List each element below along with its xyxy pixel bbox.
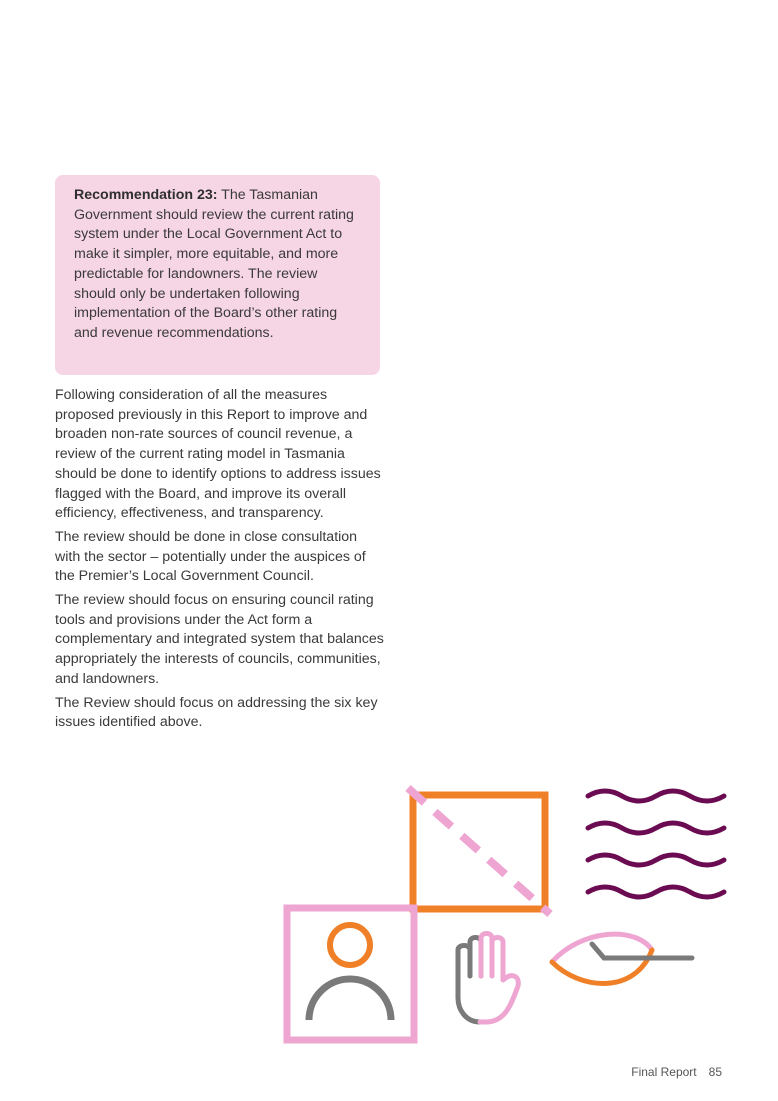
recommendation-text [74,186,362,344]
footer-label: Final Report [631,1065,697,1079]
paragraph: Following consideration of all the measures proposed previously in this Report to improve and broaden non-rate sources of council revenue, a review of the current rating model in Tasmania should be done to identify options to address issues flagged with the Board, and improve its overall efficiency, effectiveness, and transparency. [55,387,381,522]
hand-icon [458,934,518,1023]
waves-icon [588,791,724,897]
recommendation-box [55,175,380,375]
person-icon [287,908,414,1040]
paragraph: The Review should focus on addressing the six key issues identified above. [55,694,378,731]
recommendation-body: The Tasmanian Government should review the current rating system under the Local Government Act to make it simpler, more equitable, and more predictable for landowners. The review should only be undertaken following implementation of the Board’s other rating and revenue recommendations. [74,187,354,341]
paragraph: The review should focus on ensuring council rating tools and provisions under the Act form a complementary and integrated system that balances appropriately the interests of councils, communities, and landowners. [55,592,384,687]
page-footer [631,1065,722,1079]
body-text [55,386,385,737]
leaf-icon [552,934,692,983]
paragraph: The review should be done in close consultation with the sector – potentially under the auspices of the Premier’s Local Government Council. [55,528,366,585]
recommendation-label: Recommendation 23: [74,187,218,203]
page-number: 85 [708,1065,722,1079]
decorative-illustration [280,780,740,1050]
dashed-diagonal-icon [408,788,550,914]
